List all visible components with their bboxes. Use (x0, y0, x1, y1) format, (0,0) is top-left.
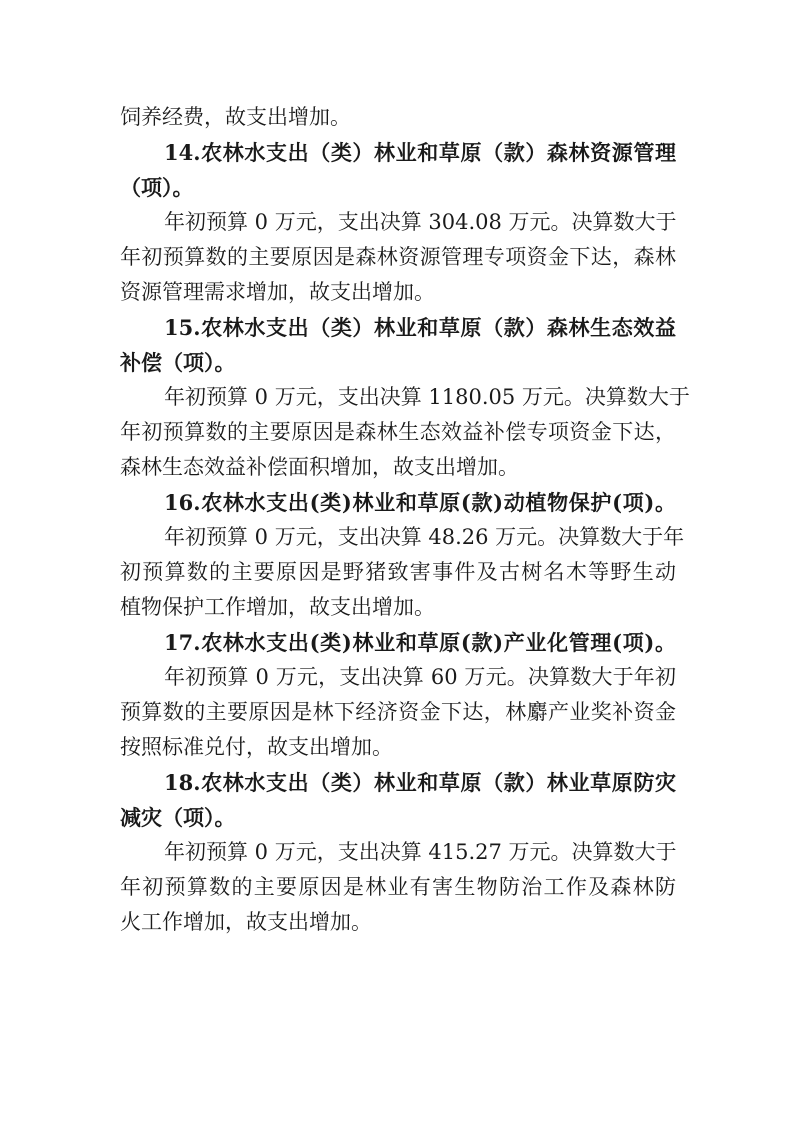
section-16 (120, 485, 685, 625)
section-body-line: 资源管理需求增加，故支出增加。 (120, 280, 435, 304)
section-body-line: 森林生态效益补偿面积增加，故支出增加。 (120, 455, 519, 479)
section-body-line: 火工作增加，故支出增加。 (120, 910, 372, 934)
continuation-line: 饲养经费，故支出增加。 (120, 105, 351, 129)
section-heading-line: 15.农林水支出（类）林业和草原（款）森林生态效益 (164, 315, 676, 340)
section-17 (120, 625, 676, 765)
section-heading-line: 14.农林水支出（类）林业和草原（款）森林资源管理 (164, 140, 676, 165)
section-heading-line: 补偿（项）。 (120, 350, 236, 375)
section-body-line: 年初预算 0 万元，支出决算 48.26 万元。决算数大于年 (164, 525, 685, 549)
section-body-line: 预算数的主要原因是林下经济资金下达，林麝产业奖补资金 (120, 700, 676, 724)
section-body-line: 植物保护工作增加，故支出增加。 (120, 595, 435, 619)
section-15 (120, 310, 690, 485)
section-heading-line: 17.农林水支出(类)林业和草原(款)产业化管理(项)。 (164, 630, 676, 655)
section-body-line: 按照标准兑付，故支出增加。 (120, 735, 393, 759)
section-body-line: 年初预算 0 万元，支出决算 60 万元。决算数大于年初 (164, 665, 676, 689)
section-heading-line: 16.农林水支出(类)林业和草原(款)动植物保护(项)。 (164, 490, 676, 515)
section-18 (120, 765, 676, 940)
section-body-line: 年初预算 0 万元，支出决算 415.27 万元。决算数大于 (164, 840, 677, 864)
document-page (120, 100, 690, 940)
section-body-line: 年初预算数的主要原因是森林生态效益补偿专项资金下达， (120, 420, 676, 444)
section-body-line: 年初预算数的主要原因是林业有害生物防治工作及森林防 (120, 875, 676, 899)
section-body-line: 年初预算数的主要原因是森林资源管理专项资金下达，森林 (120, 245, 676, 269)
section-heading-line: 18.农林水支出（类）林业和草原（款）林业草原防灾 (164, 770, 676, 795)
section-body-line: 年初预算 0 万元，支出决算 1180.05 万元。决算数大于 (164, 385, 690, 409)
section-heading-line: （项）。 (120, 175, 194, 200)
section-heading-line: 减灾（项）。 (120, 805, 236, 830)
section-body-line: 年初预算 0 万元，支出决算 304.08 万元。决算数大于 (164, 210, 677, 234)
section-14 (120, 135, 676, 310)
section-body-line: 初预算数的主要原因是野猪致害事件及古树名木等野生动 (120, 560, 676, 584)
